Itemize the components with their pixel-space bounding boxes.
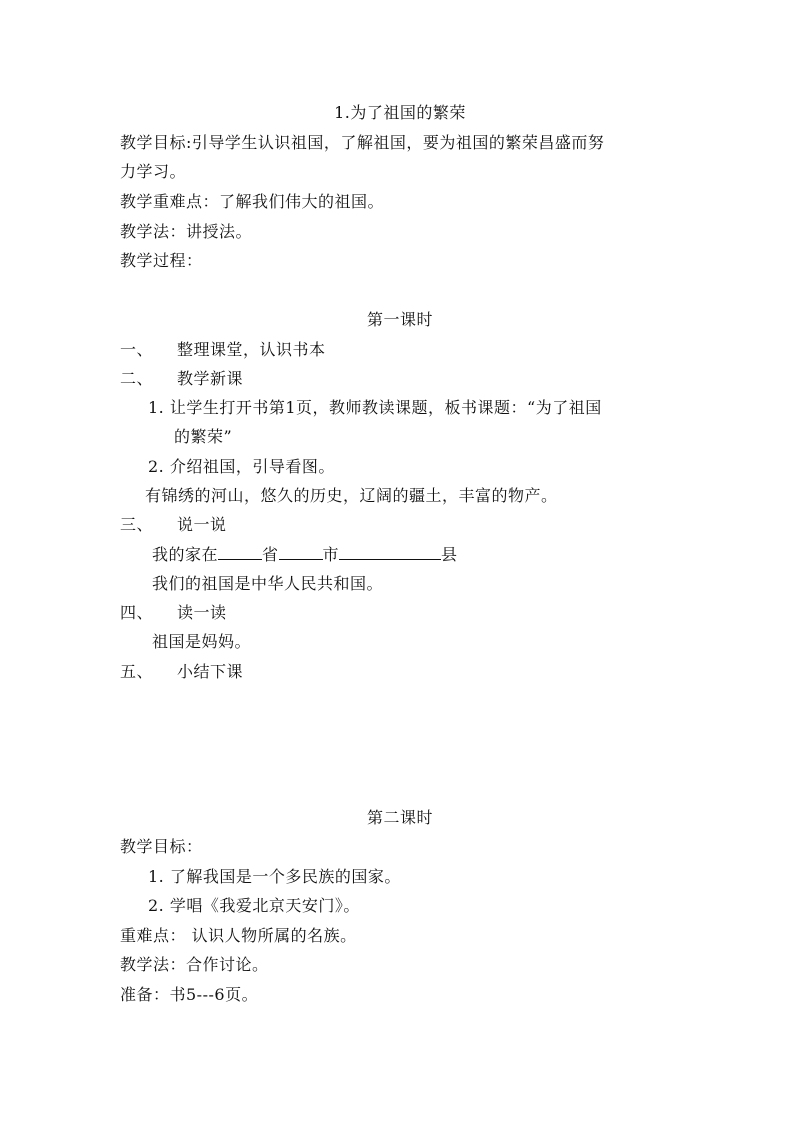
lesson2-heading: 第二课时 (366, 808, 433, 827)
section2-number: 二、 (120, 369, 154, 388)
blank-county (339, 545, 441, 560)
country-sentence: 我们的祖国是中华人民共和国。 (152, 574, 384, 593)
lesson2-method: 教学法：合作讨论。 (120, 955, 269, 974)
lesson-title: 1.为了祖国的繁荣 (334, 103, 466, 122)
lesson1-heading: 第一课时 (366, 310, 433, 329)
blank-city (279, 545, 323, 560)
section3-number: 三、 (120, 515, 154, 534)
fill-in-sentence (152, 545, 458, 565)
item1-line2: 的繁荣” (174, 427, 233, 446)
section2-text: 教学新课 (177, 369, 244, 388)
item1-line1: 1. 让学生打开书第1页，教师教读课题，板书课题：“为了祖国 (148, 398, 602, 417)
read-text: 祖国是妈妈。 (152, 632, 252, 651)
fill-text-county: 县 (441, 545, 458, 564)
section1-text: 整理课堂，认识书本 (177, 340, 326, 359)
lesson2-goal1: 1. 了解我国是一个多民族的国家。 (148, 867, 401, 886)
teaching-goal-line1: 教学目标:引导学生认识祖国，了解祖国，要为祖国的繁荣昌盛而努 (120, 133, 605, 152)
fill-text-home: 我的家在 (152, 545, 219, 564)
section1-number: 一、 (120, 340, 154, 359)
lesson2-goals-label: 教学目标： (120, 837, 203, 856)
section4-text: 读一读 (177, 603, 227, 622)
lesson2-key-points: 重难点： 认识人物所属的名族。 (120, 926, 357, 945)
lesson2-goal2: 2. 学唱《我爱北京天安门》。 (148, 896, 360, 915)
fill-text-city: 市 (322, 545, 340, 564)
item2-detail: 有锦绣的河山，悠久的历史，辽阔的疆土，丰富的物产。 (145, 486, 558, 505)
section5-text: 小结下课 (177, 662, 244, 681)
section4-number: 四、 (120, 603, 154, 622)
fill-text-province: 省 (262, 545, 279, 564)
section3-text: 说一说 (177, 515, 227, 534)
blank-province (218, 545, 262, 560)
section5-number: 五、 (120, 662, 154, 681)
teaching-process: 教学过程： (120, 251, 203, 270)
item2: 2. 介绍祖国，引导看图。 (148, 457, 335, 476)
key-points: 教学重难点：了解我们伟大的祖国。 (120, 192, 385, 211)
teaching-goal-line2: 力学习。 (120, 162, 187, 181)
teaching-method: 教学法：讲授法。 (120, 222, 253, 241)
lesson2-prep: 准备：书5---6页。 (120, 985, 259, 1004)
